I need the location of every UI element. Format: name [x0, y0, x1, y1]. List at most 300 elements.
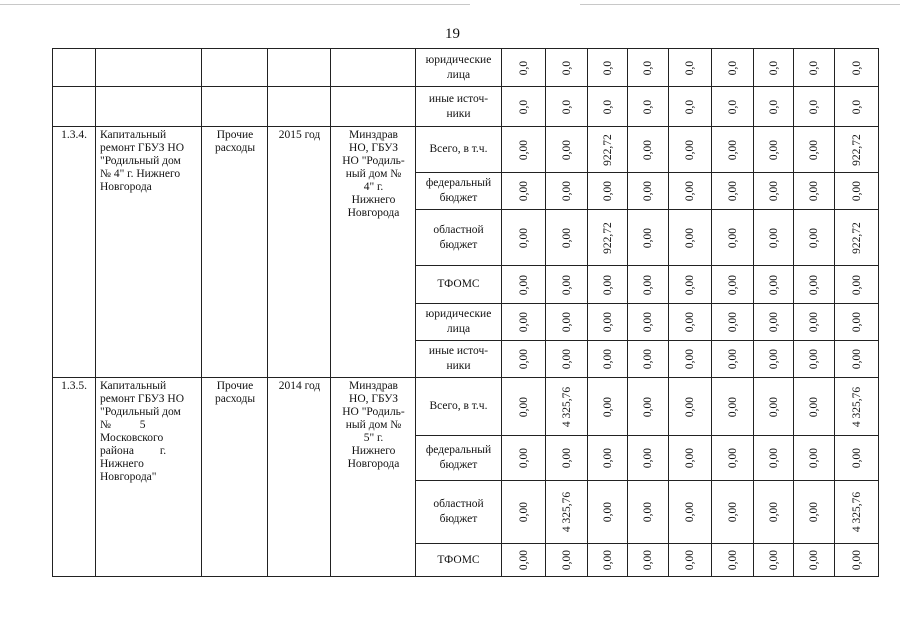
value-cell — [754, 544, 794, 577]
text-line: Нижнего — [351, 445, 396, 457]
value-cell — [669, 304, 712, 341]
year-cell — [268, 87, 331, 127]
value-text: 0,00 — [642, 311, 654, 333]
value-text: 0,00 — [560, 311, 573, 333]
value-cell — [835, 49, 879, 87]
value-text: 0,00 — [726, 447, 739, 469]
text-line: областной — [433, 498, 484, 510]
funding-source-cell — [416, 341, 502, 378]
value-text: 0,00 — [601, 180, 614, 202]
value-text: 0,00 — [684, 447, 696, 469]
value-cell — [794, 173, 835, 210]
text-line: района г. — [100, 445, 167, 457]
value-text: 0,0 — [726, 99, 739, 114]
value-cell — [628, 481, 669, 544]
value-cell — [588, 127, 628, 173]
value-cell — [546, 341, 588, 378]
value-cell — [835, 210, 879, 266]
value-text: 0,00 — [642, 139, 654, 160]
value-text: 0,00 — [767, 180, 780, 202]
value-text: 0,00 — [726, 549, 739, 571]
expense-type-cell — [202, 378, 268, 577]
funding-source-cell — [416, 378, 502, 436]
year-cell: 2014 год — [268, 378, 331, 577]
value-text: 0,00 — [601, 396, 614, 417]
value-cell — [754, 266, 794, 304]
text-line: юридические — [425, 53, 492, 66]
value-text: 4 325,76 — [560, 491, 573, 533]
expense-type-cell — [202, 49, 268, 87]
value-text: 0,0 — [808, 60, 820, 75]
value-cell — [588, 266, 628, 304]
value-cell — [754, 378, 794, 436]
value-cell — [628, 266, 669, 304]
text-line: ники — [446, 107, 471, 120]
value-cell — [588, 378, 628, 436]
value-text: 0,00 — [601, 348, 614, 370]
value-cell — [628, 87, 669, 127]
text-line: бюджет — [439, 192, 478, 204]
page-number: 19 — [445, 26, 460, 42]
value-cell — [669, 87, 712, 127]
scan-artifact — [0, 4, 470, 5]
value-text: 0,0 — [560, 60, 573, 75]
value-cell — [835, 341, 879, 378]
value-cell — [502, 544, 546, 577]
table-row — [53, 49, 879, 87]
value-cell — [794, 210, 835, 266]
value-cell — [754, 127, 794, 173]
value-text: 4 325,76 — [560, 386, 573, 427]
value-cell — [669, 378, 712, 436]
value-cell — [835, 173, 879, 210]
value-text: 0,00 — [517, 180, 530, 202]
expense-type-cell — [202, 87, 268, 127]
text-line: федеральный — [425, 177, 492, 189]
value-text: 0,00 — [642, 396, 654, 417]
value-cell — [588, 173, 628, 210]
year-cell: 2015 год — [268, 127, 331, 378]
value-text: 0,00 — [642, 501, 654, 523]
value-text: 0,00 — [560, 549, 573, 571]
value-text: 0,00 — [808, 447, 820, 469]
text-line: НО "Родиль- — [342, 155, 405, 167]
funding-source-cell — [416, 481, 502, 544]
value-cell — [835, 378, 879, 436]
value-text: 0,00 — [560, 180, 573, 202]
text-line: бюджет — [439, 513, 478, 525]
value-cell — [546, 173, 588, 210]
value-text: 0,00 — [684, 274, 696, 295]
text-line: "Родильный дом — [100, 155, 181, 167]
value-text: 0,00 — [684, 549, 696, 571]
value-text: 0,00 — [808, 348, 820, 370]
item-index-cell: 1.3.5. — [53, 378, 96, 577]
value-text: 0,0 — [767, 60, 780, 75]
value-text: 0,00 — [808, 311, 820, 333]
value-text: 0,00 — [601, 447, 614, 469]
value-text: 0,0 — [808, 99, 820, 114]
text-line: бюджет — [439, 238, 478, 251]
value-text: 0,00 — [767, 447, 780, 469]
value-text: 0,00 — [808, 396, 820, 417]
value-text: 0,00 — [684, 311, 696, 333]
value-cell — [754, 173, 794, 210]
text-line: ремонт ГБУЗ НО — [100, 393, 185, 405]
value-text: 0,00 — [767, 396, 780, 417]
text-line: расходы — [214, 142, 256, 154]
table-row — [53, 127, 879, 173]
value-cell — [628, 341, 669, 378]
value-cell — [502, 87, 546, 127]
value-text: 0,00 — [808, 274, 820, 295]
value-cell — [835, 481, 879, 544]
value-cell — [835, 127, 879, 173]
value-cell — [502, 173, 546, 210]
value-cell — [546, 127, 588, 173]
value-text: 0,00 — [726, 311, 739, 333]
text-line: областной — [433, 223, 484, 236]
value-cell — [628, 378, 669, 436]
value-text: 0,00 — [517, 501, 530, 523]
value-text: 0,00 — [767, 549, 780, 571]
text-line: № 5 — [100, 419, 146, 431]
value-text: 922,72 — [601, 221, 614, 254]
value-cell — [669, 49, 712, 87]
value-cell — [588, 544, 628, 577]
financing-table — [52, 48, 879, 577]
text-line: Всего, в т.ч. — [429, 400, 488, 412]
value-text: 0,00 — [642, 180, 654, 202]
text-line: № 4" г. Нижнего — [100, 168, 181, 180]
value-text: 0,00 — [517, 348, 530, 370]
value-cell — [794, 304, 835, 341]
text-line: лица — [446, 323, 471, 335]
value-cell — [712, 87, 754, 127]
value-cell — [669, 266, 712, 304]
funding-source-cell — [416, 173, 502, 210]
value-cell — [794, 127, 835, 173]
value-text: 0,00 — [767, 274, 780, 295]
value-text: 0,00 — [850, 447, 863, 469]
value-cell — [546, 49, 588, 87]
text-line: Капитальный — [100, 129, 167, 141]
text-line: иные источ- — [428, 92, 489, 105]
executor-cell — [331, 49, 416, 87]
value-text: 0,00 — [642, 348, 654, 370]
item-name-cell — [96, 378, 202, 577]
value-cell — [754, 481, 794, 544]
value-text: 0,00 — [517, 311, 530, 333]
item-index-cell: 1.3.4. — [53, 127, 96, 378]
value-cell — [546, 87, 588, 127]
value-cell — [794, 544, 835, 577]
text-line: юридические — [425, 308, 492, 320]
executor-cell — [331, 127, 416, 378]
item-name-cell — [96, 87, 202, 127]
text-line: Минздрав — [348, 380, 398, 392]
value-text: 0,00 — [726, 139, 739, 160]
value-text: 0,00 — [684, 501, 696, 523]
item-index-cell — [53, 87, 96, 127]
value-text: 0,00 — [560, 139, 573, 160]
text-line: расходы — [214, 393, 256, 405]
value-text: 0,0 — [684, 60, 696, 75]
value-cell — [794, 49, 835, 87]
text-line: НО, ГБУЗ — [349, 393, 398, 405]
value-cell — [588, 49, 628, 87]
text-line: Новгорода — [347, 458, 400, 470]
value-text: 0,00 — [560, 274, 573, 295]
value-cell — [502, 49, 546, 87]
value-cell — [794, 378, 835, 436]
value-cell — [754, 87, 794, 127]
executor-cell — [331, 87, 416, 127]
value-cell — [712, 544, 754, 577]
table-row — [53, 87, 879, 127]
value-cell — [588, 436, 628, 481]
value-text: 0,0 — [850, 60, 863, 75]
value-cell — [712, 266, 754, 304]
funding-source-cell — [416, 304, 502, 341]
value-cell — [502, 341, 546, 378]
value-text: 0,00 — [601, 311, 614, 333]
value-cell — [754, 210, 794, 266]
value-cell — [546, 436, 588, 481]
value-text: 0,00 — [642, 549, 654, 571]
value-text: 0,0 — [642, 60, 654, 75]
value-text: 0,00 — [684, 139, 696, 160]
item-index-cell — [53, 49, 96, 87]
text-line: Капитальный — [100, 380, 167, 392]
value-text: 0,00 — [601, 274, 614, 295]
value-cell — [502, 304, 546, 341]
item-name-cell — [96, 127, 202, 378]
value-text: 0,00 — [808, 501, 820, 523]
value-text: 0,00 — [517, 549, 530, 571]
value-text: 0,00 — [726, 227, 739, 248]
text-line: "Родильный дом — [100, 406, 181, 418]
value-text: 0,00 — [726, 501, 739, 523]
value-text: 0,00 — [850, 274, 863, 295]
value-text: 0,0 — [601, 99, 614, 114]
value-text: 0,0 — [767, 99, 780, 114]
text-line: Прочие — [216, 129, 254, 141]
value-text: 0,00 — [850, 311, 863, 333]
value-cell — [754, 304, 794, 341]
value-cell — [712, 173, 754, 210]
text-line: ный дом № — [345, 419, 402, 431]
value-cell — [754, 436, 794, 481]
text-line: бюджет — [439, 459, 478, 471]
value-cell — [628, 210, 669, 266]
value-cell — [546, 210, 588, 266]
value-text: 0,00 — [850, 549, 863, 571]
value-cell — [712, 481, 754, 544]
value-cell — [546, 544, 588, 577]
value-text: 0,0 — [601, 60, 614, 75]
value-text: 0,00 — [560, 348, 573, 370]
funding-source-cell — [416, 436, 502, 481]
value-text: 0,00 — [517, 447, 530, 469]
text-line: Нижнего — [100, 458, 144, 470]
funding-source-cell — [416, 87, 502, 127]
value-cell — [628, 544, 669, 577]
executor-cell — [331, 378, 416, 577]
value-cell — [502, 266, 546, 304]
value-cell — [502, 436, 546, 481]
value-cell — [588, 304, 628, 341]
value-text: 0,00 — [726, 348, 739, 370]
value-cell — [628, 49, 669, 87]
text-line: Новгорода — [347, 207, 400, 219]
value-cell — [669, 210, 712, 266]
value-text: 0,00 — [767, 311, 780, 333]
value-cell — [588, 87, 628, 127]
text-line: 4" г. — [363, 181, 384, 193]
value-cell — [588, 481, 628, 544]
value-cell — [669, 481, 712, 544]
text-line: Новгорода" — [100, 471, 157, 483]
value-text: 0,00 — [808, 549, 820, 571]
expense-type-cell — [202, 127, 268, 378]
value-text: 0,00 — [601, 549, 614, 571]
value-text: 0,00 — [642, 447, 654, 469]
value-text: 0,00 — [850, 348, 863, 370]
value-text: 0,00 — [684, 180, 696, 202]
value-cell — [628, 304, 669, 341]
item-name-cell — [96, 49, 202, 87]
funding-source-cell — [416, 49, 502, 87]
text-line: Минздрав — [348, 129, 398, 141]
value-cell — [502, 378, 546, 436]
value-text: 0,00 — [642, 274, 654, 295]
value-cell — [546, 304, 588, 341]
value-cell — [835, 266, 879, 304]
value-cell — [712, 210, 754, 266]
value-text: 0,0 — [560, 99, 573, 114]
scan-artifact — [580, 4, 900, 5]
value-cell — [835, 436, 879, 481]
value-text: 0,0 — [517, 99, 530, 114]
value-cell — [669, 341, 712, 378]
value-text: 0,00 — [767, 139, 780, 160]
text-line: иные источ- — [428, 345, 489, 357]
value-text: 0,00 — [684, 227, 696, 248]
value-text: 0,0 — [517, 60, 530, 75]
value-cell — [628, 173, 669, 210]
funding-source-cell — [416, 127, 502, 173]
text-line: Нижнего — [351, 194, 396, 206]
text-line: ный дом № — [345, 168, 402, 180]
value-cell — [794, 87, 835, 127]
value-text: 0,00 — [560, 447, 573, 469]
text-line: Прочие — [216, 380, 254, 392]
value-text: 0,00 — [808, 227, 820, 248]
funding-source-cell — [416, 210, 502, 266]
value-text: 0,00 — [726, 396, 739, 417]
value-text: 922,72 — [850, 133, 863, 166]
value-cell — [628, 436, 669, 481]
value-cell — [628, 127, 669, 173]
value-cell — [835, 544, 879, 577]
value-cell — [712, 378, 754, 436]
value-cell — [588, 341, 628, 378]
value-text: 0,00 — [767, 348, 780, 370]
value-cell — [669, 544, 712, 577]
text-line: НО, ГБУЗ — [349, 142, 398, 154]
text-line: ТФОМС — [437, 278, 480, 290]
value-text: 0,00 — [726, 274, 739, 295]
text-line: лица — [446, 68, 471, 81]
value-text: 0,00 — [517, 396, 530, 417]
value-cell — [588, 210, 628, 266]
value-cell — [835, 87, 879, 127]
text-line: НО "Родиль- — [342, 406, 405, 418]
value-cell — [835, 304, 879, 341]
table-row — [53, 378, 879, 436]
value-cell — [794, 341, 835, 378]
value-text: 0,00 — [517, 227, 530, 248]
value-text: 0,00 — [850, 180, 863, 202]
value-cell — [669, 436, 712, 481]
value-text: 0,00 — [684, 396, 696, 417]
text-line: ремонт ГБУЗ НО — [100, 142, 185, 154]
value-text: 0,0 — [684, 99, 696, 114]
text-line: ники — [446, 360, 471, 372]
value-text: 0,0 — [850, 99, 863, 114]
value-text: 0,00 — [517, 274, 530, 295]
value-cell — [794, 436, 835, 481]
value-cell — [546, 378, 588, 436]
text-line: федеральный — [425, 444, 492, 456]
value-cell — [794, 266, 835, 304]
value-cell — [712, 49, 754, 87]
value-text: 0,00 — [808, 180, 820, 202]
value-text: 0,00 — [601, 501, 614, 523]
funding-source-cell — [416, 266, 502, 304]
value-cell — [712, 341, 754, 378]
value-cell — [669, 173, 712, 210]
value-text: 922,72 — [601, 133, 614, 166]
value-text: 0,00 — [684, 348, 696, 370]
text-line: Новгорода — [100, 181, 152, 193]
value-cell — [502, 210, 546, 266]
value-text: 0,00 — [726, 180, 739, 202]
value-cell — [712, 127, 754, 173]
value-cell — [502, 481, 546, 544]
value-cell — [502, 127, 546, 173]
value-text: 0,00 — [767, 501, 780, 523]
text-line: Московского — [100, 432, 164, 444]
value-text: 0,00 — [517, 139, 530, 160]
value-text: 4 325,76 — [850, 386, 863, 427]
year-cell — [268, 49, 331, 87]
value-text: 0,00 — [642, 227, 654, 248]
text-line: 5" г. — [363, 432, 384, 444]
text-line: ТФОМС — [437, 553, 480, 566]
value-text: 0,00 — [808, 139, 820, 160]
value-cell — [754, 49, 794, 87]
value-cell — [546, 481, 588, 544]
text-line: Всего, в т.ч. — [429, 143, 488, 155]
value-text: 922,72 — [850, 221, 863, 254]
value-cell — [546, 266, 588, 304]
value-text: 0,00 — [560, 227, 573, 248]
value-cell — [754, 341, 794, 378]
funding-source-cell — [416, 544, 502, 577]
value-text: 4 325,76 — [850, 491, 863, 533]
